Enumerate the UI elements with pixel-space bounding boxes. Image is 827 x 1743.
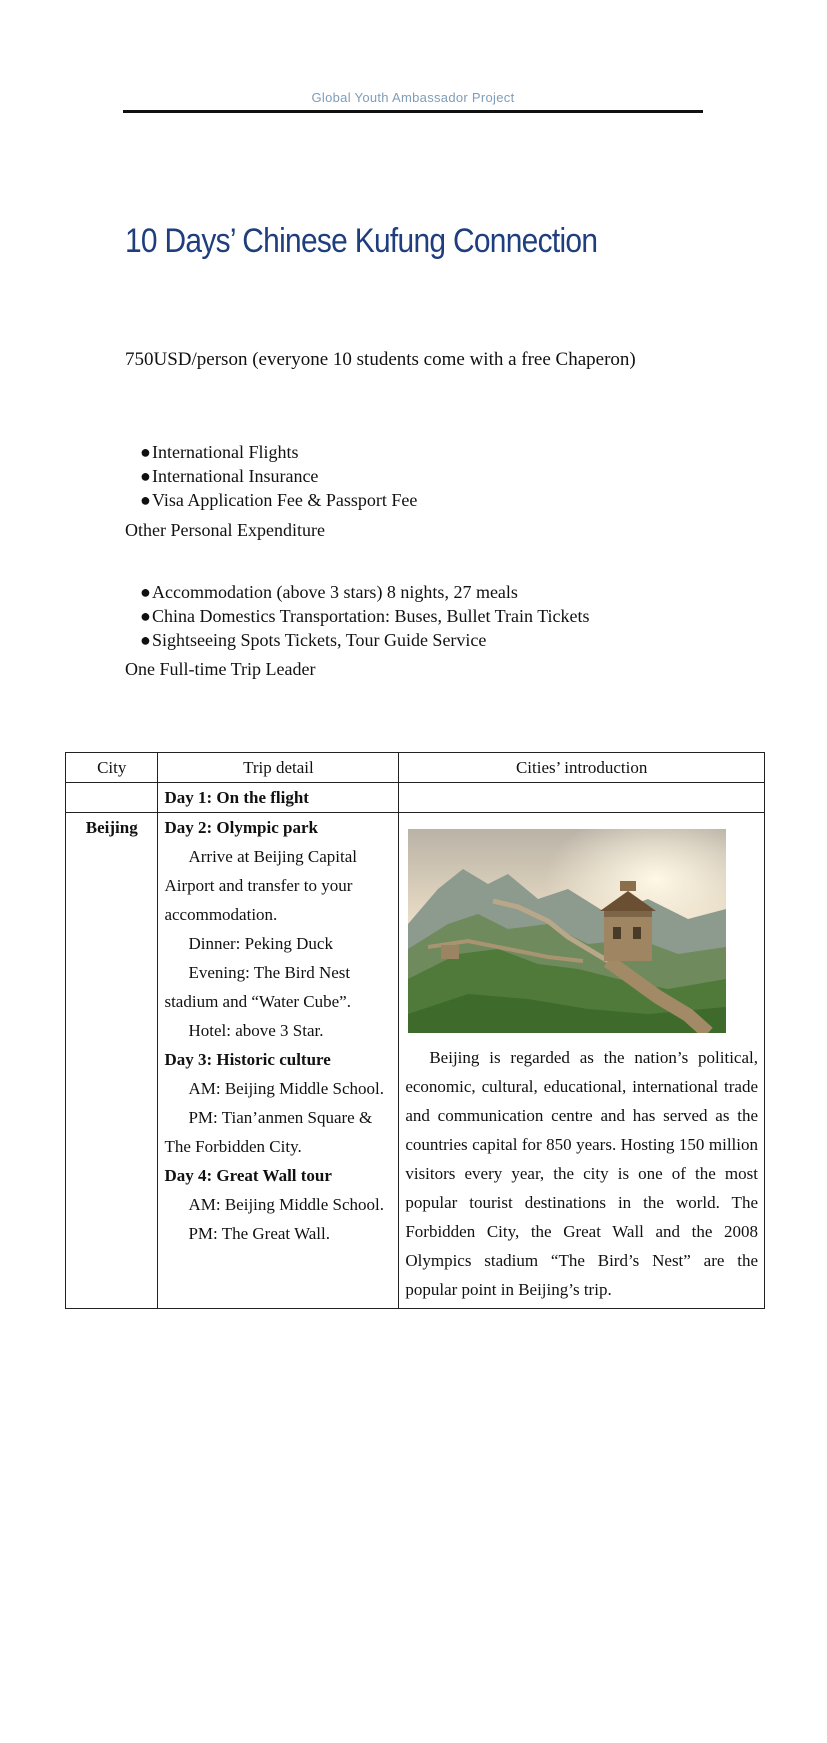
day2-line: Arrive at Beijing Capital Airport and transfer to your accommodation.: [164, 847, 358, 924]
city-cell: Beijing: [66, 813, 158, 1309]
day2-line: Evening: The Bird Nest stadium and “Water Cube”.: [164, 963, 351, 1011]
intro-cell: [399, 813, 765, 1309]
day4-line: PM: The Great Wall.: [188, 1224, 331, 1243]
excluded-last-line: Other Personal Expenditure: [125, 520, 325, 540]
day2-line: Hotel: above 3 Star.: [188, 1021, 324, 1040]
day4-line: AM: Beijing Middle School.: [188, 1195, 384, 1214]
bullet-icon: ●: [140, 582, 151, 602]
header-cities-introduction: Cities’ introduction: [399, 753, 765, 783]
bullet-icon: ●: [140, 606, 151, 626]
day1-title: Day 1: On the flight: [164, 788, 309, 807]
bullet-icon: ●: [140, 630, 151, 650]
header-city: City: [66, 753, 158, 783]
page-title: 10 Days’ Chinese Kufung Connection: [125, 222, 598, 260]
day2-title: Day 2: Olympic park: [164, 818, 318, 837]
city-introduction: Beijing is regarded as the nation’s political, economic, cultural, educational, international trade and communication centre and has served as the countries capital for 850 years. Hosting 150 million visitors every year, the city is one of the most popular tourist destinations in the world. The Forbidden City, the Great Wall and the 2008 Olympics stadium “The Bird’s Nest” are the popular point in Beijing’s trip.: [405, 1048, 758, 1299]
list-item: ●Accommodation (above 3 stars) 8 nights, 27 meals: [140, 582, 518, 602]
day3-title: Day 3: Historic culture: [164, 1050, 331, 1069]
list-item: ●Sightseeing Spots Tickets, Tour Guide Service: [140, 630, 487, 650]
table-row: [66, 783, 765, 813]
intro-cell-empty: [399, 783, 765, 813]
list-item: ●China Domestics Transportation: Buses, Bullet Train Tickets: [140, 606, 590, 626]
excluded-list: [140, 440, 417, 512]
bullet-icon: ●: [140, 442, 151, 462]
day2-line: Dinner: Peking Duck: [188, 934, 333, 953]
header-rule: [123, 110, 703, 113]
great-wall-photo: [408, 829, 726, 1033]
list-item: ●International Insurance: [140, 466, 319, 486]
header-trip-detail: Trip detail: [158, 753, 399, 783]
day4-title: Day 4: Great Wall tour: [164, 1166, 332, 1185]
day1-cell: [158, 783, 399, 813]
running-header: Global Youth Ambassador Project: [311, 90, 515, 105]
city-cell-empty: [66, 783, 158, 813]
bullet-icon: ●: [140, 466, 151, 486]
bullet-icon: ●: [140, 490, 151, 510]
table-header-row: [66, 753, 765, 783]
price-line: 750USD/person (everyone 10 students come with a free Chaperon): [125, 349, 636, 370]
list-item: ●Visa Application Fee & Passport Fee: [140, 490, 418, 510]
day3-line: AM: Beijing Middle School.: [188, 1079, 384, 1098]
included-list: [140, 580, 590, 652]
day3-line: PM: Tian’anmen Square & The Forbidden City.: [164, 1108, 373, 1156]
list-item: ●International Flights: [140, 442, 299, 462]
itinerary-table: [65, 752, 765, 1309]
table-row: [66, 813, 765, 1309]
trip-detail-cell: [158, 813, 399, 1309]
included-last-line: One Full-time Trip Leader: [125, 659, 316, 679]
